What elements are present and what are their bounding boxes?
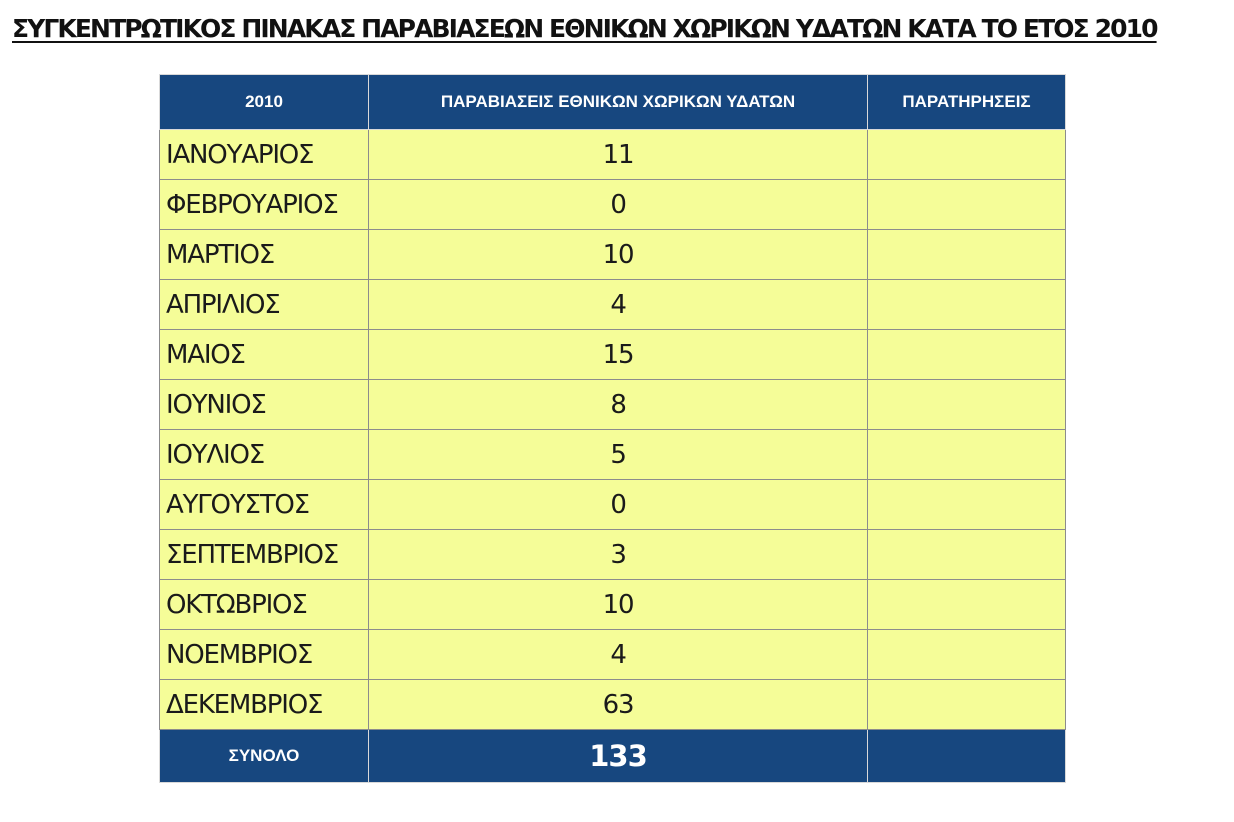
violations-count-cell: 10 [369, 230, 868, 280]
month-cell: ΦΕΒΡΟΥΑΡΙΟΣ [160, 180, 369, 230]
table-row [160, 580, 1066, 630]
table-row [160, 680, 1066, 730]
table-row [160, 280, 1066, 330]
month-cell: ΝΟΕΜΒΡΙΟΣ [160, 630, 369, 680]
violations-count-cell: 3 [369, 530, 868, 580]
column-header-remarks: ΠΑΡΑΤΗΡΗΣΕΙΣ [868, 75, 1066, 130]
month-cell: ΙΟΥΛΙΟΣ [160, 430, 369, 480]
remarks-cell [868, 580, 1066, 630]
remarks-cell [868, 530, 1066, 580]
column-header-violations: ΠΑΡΑΒΙΑΣΕΙΣ ΕΘΝΙΚΩΝ ΧΩΡΙΚΩΝ ΥΔΑΤΩΝ [369, 75, 868, 130]
remarks-cell [868, 680, 1066, 730]
total-label: ΣΥΝΟΛΟ [160, 730, 369, 783]
table-row [160, 630, 1066, 680]
month-rows [160, 130, 1066, 730]
month-cell: ΜΑΡΤΙΟΣ [160, 230, 369, 280]
remarks-cell [868, 630, 1066, 680]
remarks-cell [868, 330, 1066, 380]
violations-count-cell: 11 [369, 130, 868, 180]
violations-count-cell: 0 [369, 180, 868, 230]
violations-count-cell: 10 [369, 580, 868, 630]
table-row [160, 130, 1066, 180]
total-value: 133 [369, 730, 868, 783]
month-cell: ΜΑΙΟΣ [160, 330, 369, 380]
table-row [160, 230, 1066, 280]
remarks-cell [868, 480, 1066, 530]
total-remarks-cell [868, 730, 1066, 783]
month-cell: ΔΕΚΕΜΒΡΙΟΣ [160, 680, 369, 730]
month-cell: ΙΟΥΝΙΟΣ [160, 380, 369, 430]
violations-count-cell: 15 [369, 330, 868, 380]
page-title: ΣΥΓΚΕΝΤΡΩΤΙΚΟΣ ΠΙΝΑΚΑΣ ΠΑΡΑΒΙΑΣΕΩΝ ΕΘΝΙΚΩΝ ΧΩΡΙΚΩΝ ΥΔΑΤΩΝ ΚΑΤΑ ΤΟ ΕΤΟΣ 2010 [12, 14, 1157, 43]
remarks-cell [868, 130, 1066, 180]
violations-summary-table [159, 74, 1066, 783]
month-cell: ΙΑΝΟΥΑΡΙΟΣ [160, 130, 369, 180]
remarks-cell [868, 280, 1066, 330]
month-cell: ΣΕΠΤΕΜΒΡΙΟΣ [160, 530, 369, 580]
violations-count-cell: 63 [369, 680, 868, 730]
total-row [160, 730, 1066, 783]
remarks-cell [868, 430, 1066, 480]
column-header-year: 2010 [160, 75, 369, 130]
violations-count-cell: 4 [369, 630, 868, 680]
table-row [160, 330, 1066, 380]
violations-count-cell: 4 [369, 280, 868, 330]
table-row [160, 480, 1066, 530]
table-row [160, 180, 1066, 230]
remarks-cell [868, 180, 1066, 230]
remarks-cell [868, 380, 1066, 430]
month-cell: ΟΚΤΩΒΡΙΟΣ [160, 580, 369, 630]
violations-count-cell: 5 [369, 430, 868, 480]
table-row [160, 530, 1066, 580]
month-cell: ΑΠΡΙΛΙΟΣ [160, 280, 369, 330]
table-row [160, 430, 1066, 480]
remarks-cell [868, 230, 1066, 280]
month-cell: ΑΥΓΟΥΣΤΟΣ [160, 480, 369, 530]
violations-count-cell: 0 [369, 480, 868, 530]
table-header-row [160, 75, 1066, 130]
violations-count-cell: 8 [369, 380, 868, 430]
table-row [160, 380, 1066, 430]
